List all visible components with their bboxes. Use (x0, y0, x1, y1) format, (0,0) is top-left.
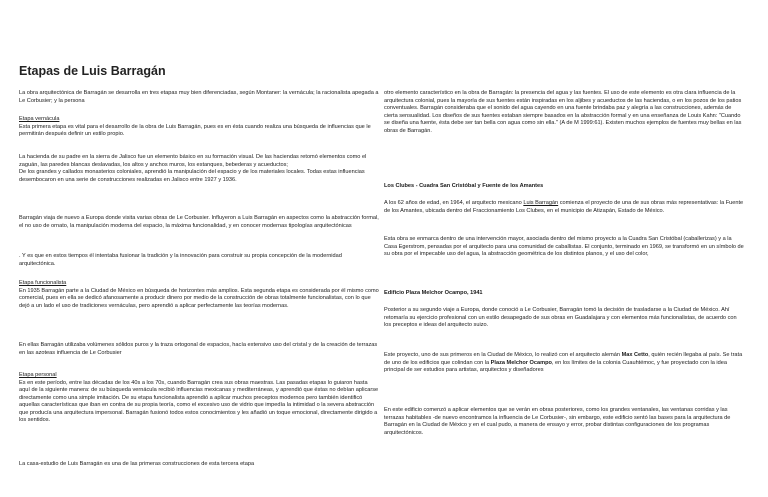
vernacula-heading: Etapa vernácula (19, 116, 60, 122)
vernacula-paragraph-4 (19, 253, 379, 268)
clubes-p1-end: comienza el proyecto de una de sus obras más representativas: la Fuente de los Amantes, ubicada dentro del Fraccionamiento Los Clubes, en el municipio de Atizapán, Estado de México. (384, 200, 744, 214)
agua-fuentes-text: otro elemento característico en la obra de Barragán: la presencia del agua y las fuentes. El uso de este elemento es otra clara influencia de la arquitectura colonial, pues la mayoría de sus fuentes están inspiradas en los aljibes y acueductos de las haciendas, o en los pozos de los patios conventuales. Barragán consideraba que el sonido del agua cayendo en una fuente brindaba paz y alegría a las construcciones, además de cierta sensualidad. Los diseños de sus fuentes estaban siempre basados en la abstracción formal y en una enseñanza de Louis Kahn: "Cuando se diseña una fuente, ésta debe ser tan bella con agua como sin ella." (A de M 1999:61). Existen muchos ejemplos de fuentes muy bellas en las obras de Barragán. (384, 90, 742, 134)
clubes-section (384, 183, 744, 191)
clubes-paragraph-1-text (384, 200, 744, 215)
personal-paragraph-2-text: La casa-estudio de Luis Barragán es una de las primeras construcciones de esta tercera etapa (19, 461, 255, 467)
edificio-heading: Edificio Plaza Melchor Ocampo, 1941 (384, 290, 483, 296)
vernacula-paragraph-3 (19, 215, 379, 230)
vernacula-paragraph-4-text: . Y es que en estos tiempos él intentaba fusionar la tradición y la innovación para construir su propia concepción de la modernidad arquitectónica. (19, 253, 342, 267)
clubes-paragraph-2-text: Esta obra se enmarca dentro de una intervención mayor, asociada dentro del mismo proyecto a la Cuadra San Cristóbal (caballerizas) y a la Casa Egerstrom, pensadas por el arquitecto para una comunidad de caballistas. El conjunto, terminado en 1969, se transformó en un símbolo de su obra por el impecable uso del agua, la abstracción geométrica de los distintos planos, y el uso del color, (384, 236, 744, 257)
funcionalista-paragraph-1: En 1935 Barragán parte a la Ciudad de México en búsqueda de horizontes más amplios. Esta segunda etapa es considerada por él mismo como comercial, pues en ella se dedicó afanosamente a producir dinero por medio de la construcción de obras totalmente funcionalistas, con lo que dejó a un lado el uso de tradiciones vernáculas, pero aprendió a aplicar perfectamente las teorías modernas. (19, 287, 379, 309)
clubes-p1-start: A los 62 años de edad, en 1964, el arquitecto mexicano (384, 200, 524, 206)
vernacula-paragraph-2 (19, 154, 379, 184)
vernacula-paragraph-2a: La hacienda de su padre en la sierra de Jalisco fue un elemento básico en su formación visual. De las haciendas retomó elementos como el zaguán, las paredes blancas deslavadas, los altos y anchos muros, los estanques, bebederas y acueductos; (19, 154, 367, 168)
clubes-paragraph-2 (384, 236, 744, 259)
vernacula-section (19, 116, 379, 139)
intro-text: La obra arquitectónica de Barragán se desarrolla en tres etapas muy bien diferenciadas, según Montaner: la vernácula; la racionalista apegada a Le Corbusier; y la persona (19, 90, 379, 104)
personal-paragraph-2 (19, 461, 379, 469)
agua-fuentes-paragraph (384, 90, 744, 135)
vernacula-paragraph-2b: De los grandes y callados monasterios coloniales, aprendió la manipulación del espacio y de los materiales locales. Todas estas influencias desembocaron en una serie de construcciones realizadas en Jalisco entre 1927 y 1936. (19, 169, 365, 183)
edificio-paragraph-3-text: En este edificio comenzó a aplicar elementos que se verán en obras posteriores, como los grandes ventanales, las ventanas corridas y las terrazas habitables -de nuevo encontramos la influencia de Le Corbusier-, sin embargo, este edificio sentó las bases para la arquitectura de Barragán en la Ciudad de México y en el cual pudo, a manera de ensayo y error, probar distintas configuraciones de los programas arquitectónicos. (384, 407, 731, 436)
edificio-paragraph-1 (384, 307, 744, 330)
edificio-p2-end: , en los límites de la colonia Cuauhtémoc, y fue proyectado con la idea principal de ser estudios para artistas, arquitectos y diseñadores (384, 359, 727, 373)
personal-section (19, 372, 379, 425)
document-title: Etapas de Luis Barragán (19, 64, 166, 78)
personal-paragraph-1: Es en este período, entre las décadas de los 40s a los 70s, cuando Barragán crea sus obras maestras. Las pasadas etapas lo guiaron hasta aquí de la siguiente manera: de su búsqueda vernácula recibió influencias mexicanas y mediterráneas, y aprendió que éstas no debían aplicarse directamente como una simple imitación. De su etapa funcionalista aprendió a aplicar muchos preceptos modernos pero también identificó aquellas características que iban en contra de su propia teoría, como el excesivo uso de vidrio que impedía la intimidad o la severa abstracción que producía una arquitectura impersonal. Barragán fusionó todos estos conocimientos y les añadió un toque emocional, directamente dirigido a los sentidos. (19, 379, 379, 423)
edificio-p2-start: Este proyecto, uno de sus primeros en la Ciudad de México, lo realizó con el arquitecto alemán (384, 352, 622, 358)
edificio-paragraph-2-text (384, 352, 744, 375)
plaza-melchor-ocampo-name: Plaza Melchor Ocampo (490, 359, 552, 366)
edificio-p2-middle: , quién recién llegaba al país. Se trata de uno de los edificios que colindan con la (384, 352, 743, 366)
edificio-paragraph-1-text: Posterior a su segundo viaje a Europa, donde conoció a Le Corbusier, Barragán tomó la decisión de trasladarse a la Ciudad de México. Ahí retomaría su ejercicio profesional con un estilo desapegado de sus obras en Guadalajara y con elementos más funcionalistas, de acuerdo con los preceptos e ideas del arquitecto suizo. (384, 307, 737, 328)
funcionalista-paragraph-2-text: En ellas Barragán utilizaba volúmenes sólidos puros y la traza ortogonal de espacios, hacía extensivo uso del cristal y de la creación de terrazas en las azoteas influencia de Le Corbusier (19, 342, 378, 356)
edificio-section (384, 290, 744, 298)
funcionalista-paragraph-2 (19, 342, 379, 357)
personal-heading: Etapa personal (19, 372, 57, 378)
clubes-heading: Los Clubes - Cuadra San Cristóbal y Fuente de los Amantes (384, 183, 544, 189)
clubes-paragraph-1 (384, 200, 744, 215)
intro-paragraph (19, 90, 379, 105)
funcionalista-heading: Etapa funcionalista (19, 280, 67, 286)
edificio-paragraph-3 (384, 407, 744, 437)
vernacula-paragraph-3-text: Barragán viaja de nuevo a Europa donde visita varias obras de Le Corbusier. Influyeron a Luis Barragán en aspectos como la abstracción formal, el no uso de ornato, la manipulación moderna del espacio, la máxima funcionalidad, y en conocer modernas tipologías arquitectónicas (19, 215, 379, 229)
edificio-paragraph-2 (384, 352, 744, 375)
max-cetto-name: Max Cetto (621, 352, 649, 358)
luis-barragan-link[interactable]: Luis Barragán (523, 200, 559, 206)
funcionalista-section (19, 280, 379, 310)
vernacula-paragraph-1: Esta primera etapa es vital para el desarrollo de la obra de Luis Barragán, pues es en ésta cuando realiza una búsqueda de influencias que le permitirán después definir un estilo propio. (19, 123, 371, 137)
